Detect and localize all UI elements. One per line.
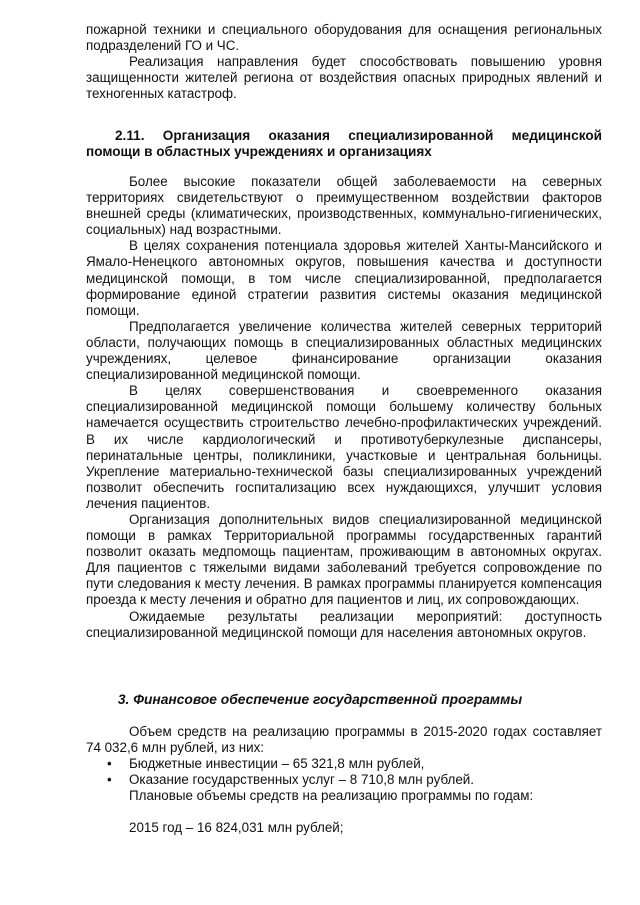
- paragraph-by-year: Плановые объемы средств на реализацию программы по годам:: [129, 788, 534, 804]
- paragraph-residents-increase: Предполагается увеличение количества жителей северных территорий области, получающих помощь в специализированных областных медицинских учреждениях, целевое финансирование организации оказания специализированной медицинской помощи.: [86, 318, 602, 383]
- paragraph-morbidity: Более высокие показатели общей заболеваемости на северных территориях свидетельствуют о преимущественном воздействии факторов внешней среды (климатических, производственных, коммунально-гигиенических, социальных) над возрастными.: [86, 174, 602, 238]
- paragraph-funding-total: Объем средств на реализацию программы в 2015-2020 годах составляет 74 032,6 млн рублей, из них:: [86, 724, 602, 756]
- funding-list: [86, 756, 602, 788]
- top-text-block: [86, 22, 602, 102]
- paragraph-construction: В целях совершенствования и своевременного оказания специализированной медицинской помощи большему количеству больных намечается осуществить строительство лечебно-профилактических учреждений. В их числе кардиологический и противотуберкулезные диспансеры, перинатальные центры, поликлиники, участковые и центральная больницы. Укрепление материально-технической базы специализированных учреждений позволит обеспечить госпитализацию всех нуждающихся, улучшит условия лечения пациентов.: [86, 383, 602, 511]
- section-3-body: [86, 724, 602, 837]
- paragraph-implementation: Реализация направления будет способствовать повышению уровня защищенности жителей региона от воздействия опасных природных явлений и техногенных катастроф.: [86, 54, 602, 102]
- section-2-11-body: [86, 174, 602, 641]
- section-2-11-heading: [86, 128, 602, 160]
- list-item: • Оказание государственных услуг – 8 710,8 млн рублей.: [86, 772, 602, 788]
- paragraph-additional-care: Организация дополнительных видов специализированной медицинской помощи в рамках Территориальной программы государственных гарантий позволит оказать медпомощь пациентам, проживающим в автономных округах. Для пациентов с тяжелыми видами заболеваний требуется сопровождение по пути следования к месту лечения. В рамках программы планируется компенсация проезда к месту лечения и обратно для пациентов и лиц, их сопровождающих.: [86, 511, 602, 608]
- paragraph-equipment: пожарной техники и специального оборудования для оснащения региональных подразделений ГО и ЧС.: [86, 22, 602, 54]
- section-3-heading: 3. Финансовое обеспечение государственной программы: [117, 692, 523, 707]
- year-2015-line: 2015 год – 16 824,031 млн рублей;: [129, 820, 344, 836]
- paragraph-expected-results: Ожидаемые результаты реализации мероприятий: доступность специализированной медицинской помощи для населения автономных округов.: [86, 608, 602, 640]
- paragraph-health-potential: В целях сохранения потенциала здоровья жителей Ханты-Мансийского и Ямало-Ненецкого автономных округов, повышения качества и доступности медицинской помощи, в том числе специализированной, предполагается формирование единой стратегии развития системы оказания медицинской помощи.: [86, 238, 602, 318]
- section-2-11-heading-line2: помощи в областных учреждениях и организациях: [86, 144, 432, 159]
- section-2-11-heading-line1: 2.11. Организация оказания специализированной медицинской: [115, 128, 602, 143]
- list-item: • Бюджетные инвестиции – 65 321,8 млн рублей,: [86, 756, 602, 772]
